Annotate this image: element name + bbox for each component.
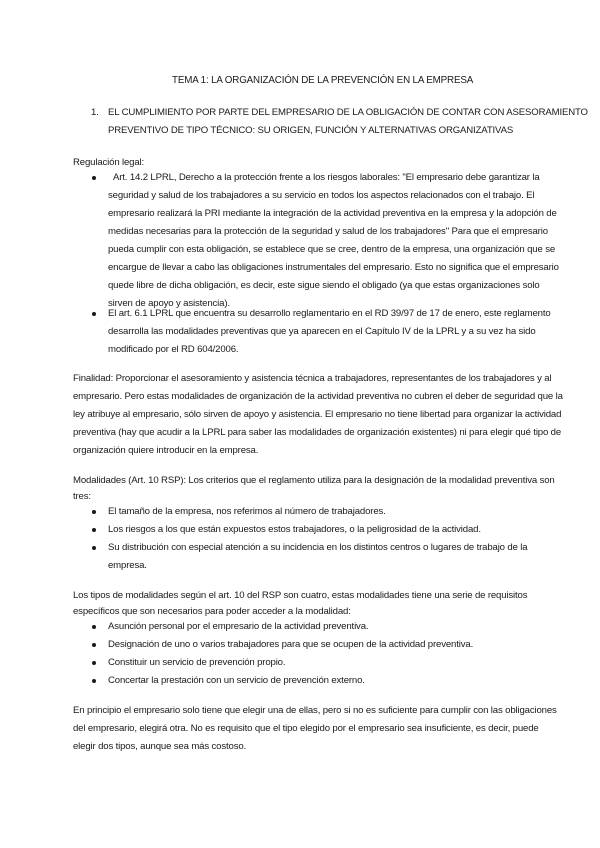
bullet-icon [92, 176, 96, 180]
list-item: Constituir un servicio de prevención propio. [108, 657, 286, 668]
paragraph-line: encargue de llevar a cabo las obligaciones instrumentales del empresario. Esto no significa que el empresario [108, 262, 559, 273]
list-item: empresa. [108, 560, 147, 571]
list-item: Concertar la prestación con un servicio de prevención externo. [108, 675, 365, 686]
bullet-icon [92, 546, 96, 550]
list-item: El tamaño de la empresa, nos referimos al número de trabajadores. [108, 506, 386, 517]
paragraph-line: ley atribuye al empresario, sólo sirven de apoyo y asistencia. El empresario no tiene libertad para organizar la actividad [73, 409, 562, 420]
paragraph-line: elegir dos tipos, aunque sea más costoso. [73, 741, 247, 752]
paragraph-line: tres: [73, 491, 91, 502]
paragraph-line: seguridad y salud de los trabajadores a su servicio en todos los aspectos relacionados con el trabajo. El [108, 190, 535, 201]
paragraph-line: pueda cumplir con esta obligación, se establece que se cree, dentro de la empresa, una organización que se [108, 244, 556, 255]
paragraph-line: El art. 6.1 LPRL que encuentra su desarrollo reglamentario en el RD 39/97 de 17 de enero, este reglamento [108, 308, 551, 319]
paragraph-line: modificado por el RD 604/2006. [108, 344, 239, 355]
bullet-icon [92, 661, 96, 665]
paragraph-line: Art. 14.2 LPRL, Derecho a la protección frente a los riesgos laborales: "El empresario debe garantizar la [113, 172, 540, 183]
paragraph-line: sirven de apoyo y asistencia). [108, 298, 230, 309]
bullet-icon [92, 625, 96, 629]
section-number: 1. [91, 107, 99, 118]
paragraph-line: medidas necesarias para la protección de la seguridad y salud de los trabajadores" Para que el empresario [108, 226, 548, 237]
page-title: TEMA 1: LA ORGANIZACIÓN DE LA PREVENCIÓN EN LA EMPRESA [172, 75, 474, 86]
list-item: Designación de uno o varios trabajadores para que se ocupen de la actividad preventiva. [108, 639, 474, 650]
bullet-icon [92, 510, 96, 514]
bullet-icon [92, 679, 96, 683]
paragraph-line: desarrolla las modalidades preventivas que ya aparecen en el Capítulo IV de la LPRL y a su vez ha sido [108, 326, 536, 337]
list-item: Su distribución con especial atención a su incidencia en los distintos centros o lugares de trabajo de la [108, 542, 528, 553]
paragraph-line: preventiva (hay que acudir a la LPRL para saber las modalidades de organización existentes) ni para elegir qué tipo de [73, 427, 562, 438]
list-item: Los riesgos a los que están expuestos estos trabajadores, o la peligrosidad de la actividad. [108, 524, 481, 535]
paragraph-line: quede libre de dicha obligación, es decir, este sigue siendo el obligado (ya que estas organizaciones solo [108, 280, 540, 291]
bullet-icon [92, 312, 96, 316]
paragraph-line: específicos que son necesarios para poder acceder a la modalidad: [73, 606, 351, 617]
paragraph-line: En principio el empresario solo tiene que elegir una de ellas, pero si no es suficiente para cumplir con las obligaciones [73, 705, 557, 716]
paragraph-line: Modalidades (Art. 10 RSP): Los criterios que el reglamento utiliza para la designación de la modalidad preventiva son [73, 475, 555, 486]
paragraph-line: Los tipos de modalidades según el art. 10 del RSP son cuatro, estas modalidades tiene una serie de requisitos [73, 590, 528, 601]
regulacion-label: Regulación legal: [73, 157, 145, 168]
paragraph-line: empresario realizará la PRI mediante la integración de la actividad preventiva en la empresa y la adopción de [108, 208, 557, 219]
bullet-icon [92, 643, 96, 647]
bullet-icon [92, 528, 96, 532]
paragraph-line: empresario. Pero estas modalidades de organización de la actividad preventiva no cubren el deber de seguridad que la [73, 391, 563, 402]
paragraph-line: del empresario, elegirá otra. No es requisito que el tipo elegido por el empresario sea insuficiente, es decir, puede [73, 723, 539, 734]
section-heading: EL CUMPLIMIENTO POR PARTE DEL EMPRESARIO DE LA OBLIGACIÓN DE CONTAR CON ASESORAMIENTO [108, 107, 588, 118]
section-heading: PREVENTIVO DE TIPO TÉCNICO: SU ORIGEN, FUNCIÓN Y ALTERNATIVAS ORGANIZATIVAS [108, 125, 514, 136]
paragraph-line: Finalidad: Proporcionar el asesoramiento y asistencia técnica a trabajadores, representantes de los trabajadores y al [73, 373, 552, 384]
paragraph-line: organización quiere introducir en la empresa. [73, 445, 259, 456]
list-item: Asunción personal por el empresario de la actividad preventiva. [108, 621, 369, 632]
